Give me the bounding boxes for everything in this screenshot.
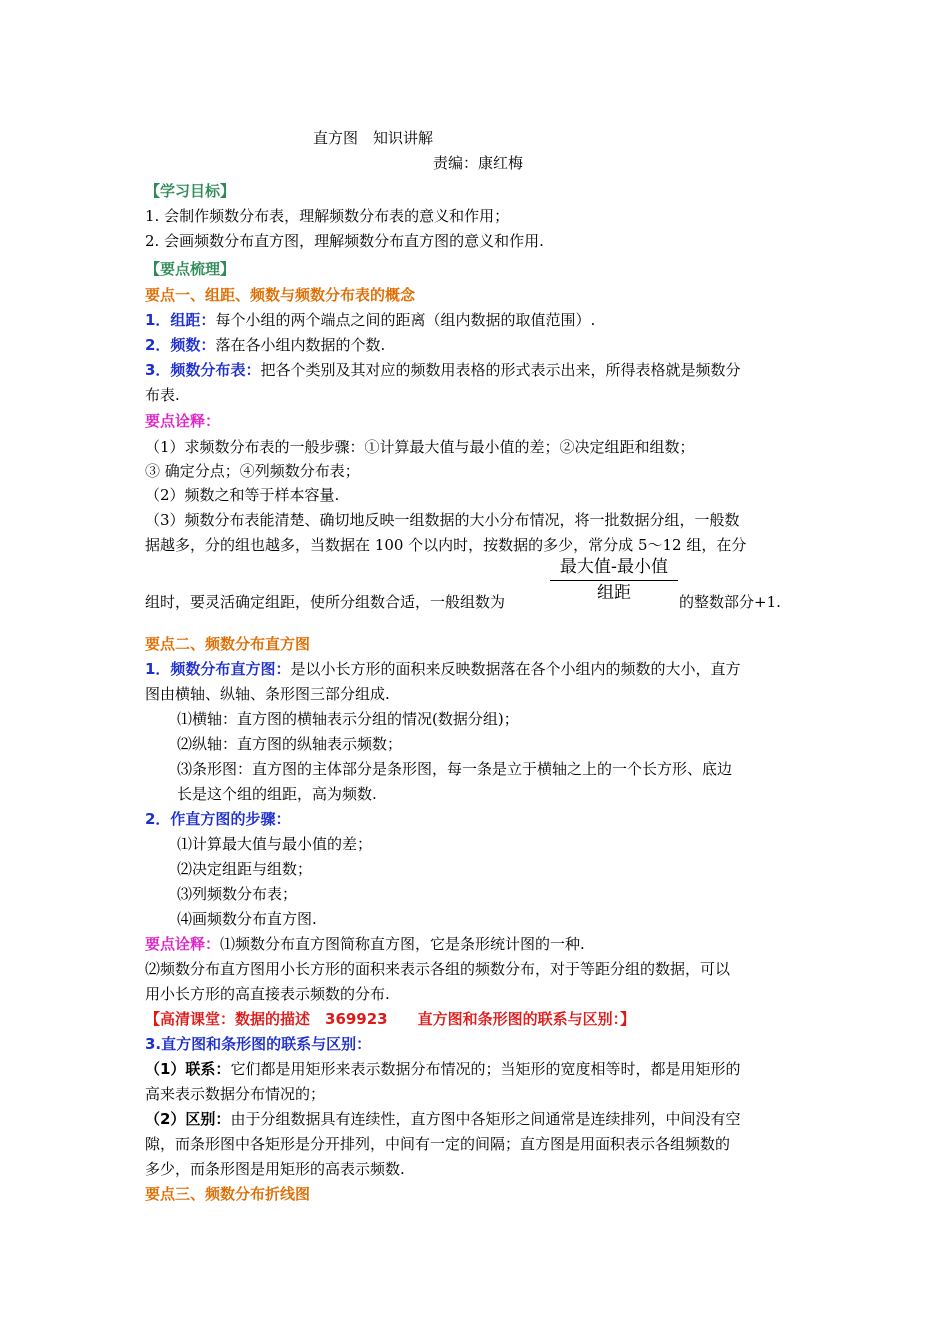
histogram-x-axis: ⑴横轴：直方图的横轴表示分组的情况(数据分组)； (177, 710, 519, 728)
histogram-bars-cont: 长是这个组的组距，高为频数. (177, 785, 377, 803)
histogram-y-axis: ⑵纵轴：直方图的纵轴表示频数； (177, 735, 403, 753)
note-3-line-b: 据越多，分的组也越多，当数据在 100 个以内时，按数据的多少，常分成 5～12 组，在分 (145, 536, 747, 554)
difference-line-3: 多少，而条形图是用矩形的高表示频数. (145, 1160, 405, 1178)
term-difference: （2）区别： (145, 1110, 231, 1128)
term-frequency: 2．频数： (145, 336, 216, 354)
histogram-steps-heading: 2．作直方图的步骤： (145, 810, 291, 828)
editor-credit: 责编：康红梅 (433, 154, 524, 172)
definition-histogram-cont: 图由横轴、纵轴、条形图三部分组成. (145, 685, 390, 703)
section-1-heading: 要点一、组距、频数与频数分布表的概念 (145, 286, 416, 304)
note-1-line-a: （1）求频数分布表的一般步骤：①计算最大值与最小值的差；②决定组距和组数； (145, 438, 695, 456)
fraction-numerator: 最大值-最小值 (559, 557, 669, 577)
note-3-line-c-end: 的整数部分+1. (679, 593, 781, 611)
histogram-bars: ⑶条形图：直方图的主体部分是条形图，每一条是立于横轴之上的一个长方形、底边 (177, 760, 733, 778)
note-histogram-2a: ⑵频数分布直方图用小长方形的面积来表示各组的频数分布，对于等距分组的数据，可以 (145, 960, 731, 978)
definition-frequency-table: 3．频数分布表：把各个类别及其对应的频数用表格的形式表示出来，所得表格就是频数分 (145, 361, 741, 379)
difference-line-2: 隙，而条形图中各矩形是分开排列，中间有一定的间隔；直方图是用面积表示各组频数的 (145, 1135, 731, 1153)
note-heading-2: 要点诠释： (145, 935, 221, 953)
relation-line-2: 高来表示数据分布情况的； (145, 1085, 326, 1103)
step-2: ⑵决定组距与组数； (177, 860, 313, 878)
step-1: ⑴计算最大值与最小值的差； (177, 835, 373, 853)
goals-heading: 【学习目标】 (145, 182, 236, 200)
goal-item-2: 2. 会画频数分布直方图，理解频数分布直方图的意义和作用. (145, 232, 544, 250)
step-3: ⑶列频数分布表； (177, 885, 298, 903)
relation-line-1: （1）联系：它们都是用矩形来表示数据分布情况的；当矩形的宽度相等时，都是用矩形的 (145, 1060, 741, 1078)
note-heading-1: 要点诠释： (145, 412, 221, 430)
note-3-line-c: 组时，要灵活确定组距，使所分组数合适，一般组数为 (145, 593, 506, 611)
note-1-line-b: ③ 确定分点；④列频数分布表； (145, 462, 360, 480)
goal-item-1: 1. 会制作频数分布表，理解频数分布表的意义和作用； (145, 207, 510, 225)
note-3-line-a: （3）频数分布表能清楚、确切地反映一组数据的大小分布情况，将一批数据分组，一般数 (145, 511, 740, 529)
difference-line-1: （2）区别：由于分组数据具有连续性，直方图中各矩形之间通常是连续排列，中间没有空 (145, 1110, 741, 1128)
note-histogram-1: 要点诠释：⑴频数分布直方图简称直方图，它是条形统计图的一种. (145, 935, 585, 953)
group-count-fraction (550, 556, 678, 603)
section-2-heading: 要点二、频数分布直方图 (145, 635, 311, 653)
term-relation: （1）联系： (145, 1060, 231, 1078)
points-heading: 【要点梳理】 (145, 260, 236, 278)
term-group-width: 1．组距： (145, 311, 216, 329)
term-histogram: 1．频数分布直方图： (145, 660, 291, 678)
definition-frequency-table-cont: 布表. (145, 386, 180, 404)
definition-frequency: 2．频数：落在各小组内数据的个数. (145, 336, 386, 354)
section-3-heading: 要点三、频数分布折线图 (145, 1185, 311, 1203)
hd-class-link[interactable]: 【高清课堂：数据的描述 369923 直方图和条形图的联系与区别：】 (145, 1010, 636, 1028)
term-frequency-table: 3．频数分布表： (145, 361, 261, 379)
comparison-heading: 3.直方图和条形图的联系与区别： (145, 1035, 372, 1053)
definition-group-width: 1．组距：每个小组的两个端点之间的距离（组内数据的取值范围）. (145, 311, 596, 329)
document-title: 直方图 知识讲解 (313, 129, 434, 147)
note-histogram-2b: 用小长方形的高直接表示频数的分布. (145, 985, 390, 1003)
note-2: （2）频数之和等于样本容量. (145, 486, 340, 504)
fraction-bar (550, 580, 678, 581)
fraction-denominator: 组距 (597, 583, 631, 603)
definition-histogram: 1．频数分布直方图：是以小长方形的面积来反映数据落在各个小组内的频数的大小，直方 (145, 660, 741, 678)
step-4: ⑷画频数分布直方图. (177, 910, 317, 928)
